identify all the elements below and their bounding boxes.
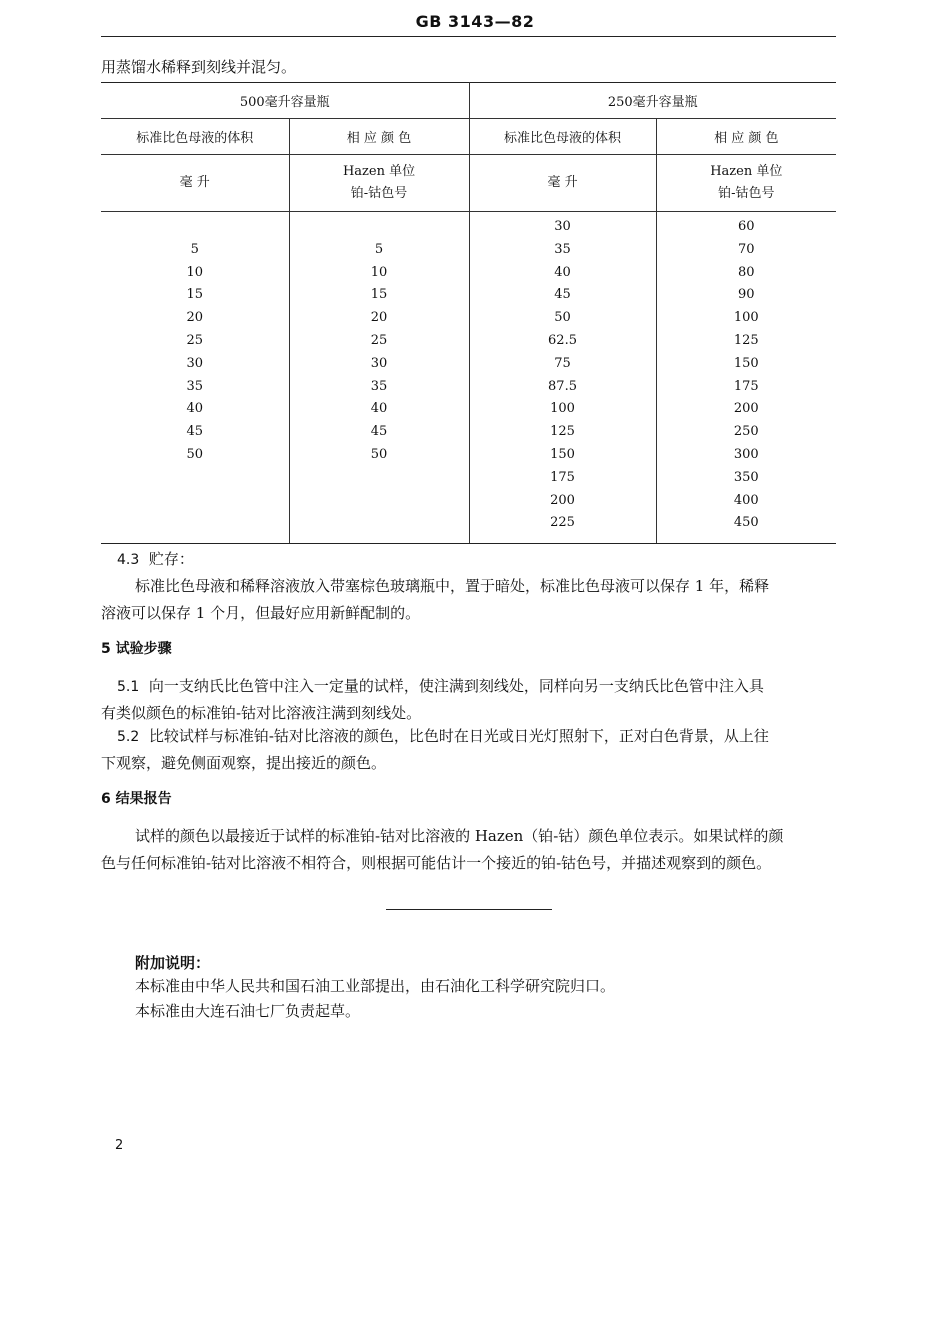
section-6-heading: 6 结果报告 <box>101 791 172 807</box>
table-cell: 62.5 <box>469 330 656 353</box>
table-cell: 35 <box>101 376 289 399</box>
section-title: 贮存： <box>148 550 194 568</box>
table-cell: 40 <box>289 398 469 421</box>
section-number: 4.3 <box>117 552 140 568</box>
section-4-3-heading <box>117 546 194 574</box>
table-row <box>101 467 836 490</box>
table-row <box>101 376 836 399</box>
table-row <box>101 307 836 330</box>
unit-ml: 毫 升 <box>101 155 289 212</box>
table-cell: 250 <box>656 421 836 444</box>
table-cell: 45 <box>289 421 469 444</box>
table-cell: 60 <box>656 212 836 239</box>
table-cell: 30 <box>469 212 656 239</box>
table-row <box>101 490 836 513</box>
section-5-2-line1 <box>117 723 769 751</box>
section-5-1-line1 <box>117 673 764 701</box>
table-row <box>101 353 836 376</box>
table-cell: 150 <box>469 444 656 467</box>
table-cell: 15 <box>289 284 469 307</box>
table-row <box>101 212 836 239</box>
table-cell: 45 <box>101 421 289 444</box>
note-line1: 本标准由中华人民共和国石油工业部提出，由石油化工科学研究院归口。 <box>135 977 616 995</box>
table-cell: 25 <box>101 330 289 353</box>
unit-ml: 毫 升 <box>469 155 656 212</box>
table-cell: 70 <box>656 239 836 262</box>
document-header: GB 3143—82 <box>415 12 535 31</box>
table-cell: 10 <box>101 262 289 285</box>
table-cell: 40 <box>469 262 656 285</box>
page-number: 2 <box>115 1138 124 1153</box>
table-cell: 200 <box>469 490 656 513</box>
table-cell: 80 <box>656 262 836 285</box>
table-cell: 50 <box>469 307 656 330</box>
table-cell: 300 <box>656 444 836 467</box>
section-6-line2: 色与任何标准铂-钴对比溶液不相符合，则根据可能估计一个接近的铂-钴色号，并描述观察到的颜色。 <box>101 854 772 872</box>
table-cell: 125 <box>656 330 836 353</box>
table-row <box>101 444 836 467</box>
table-cell: 30 <box>289 353 469 376</box>
table-cell: 5 <box>101 239 289 262</box>
header-rule <box>101 36 836 37</box>
section-5-heading: 5 试验步骤 <box>101 641 172 657</box>
intro-text: 用蒸馏水稀释到刻线并混匀。 <box>101 58 297 76</box>
table-row <box>101 330 836 353</box>
table-cell: 20 <box>101 307 289 330</box>
table-row <box>101 398 836 421</box>
table-cell: 100 <box>469 398 656 421</box>
table-cell: 87.5 <box>469 376 656 399</box>
table-row <box>101 512 836 543</box>
col-volume-header: 标准比色母液的体积 <box>469 119 656 155</box>
table-cell: 35 <box>289 376 469 399</box>
note-line2: 本标准由大连石油七厂负责起草。 <box>135 1002 361 1020</box>
table-cell <box>289 512 469 543</box>
table-cell <box>101 490 289 513</box>
standard-color-table <box>101 82 836 544</box>
table-cell <box>289 467 469 490</box>
table-cell: 90 <box>656 284 836 307</box>
unit-hazen <box>656 155 836 212</box>
section-5-1-line2: 有类似颜色的标准铂-钴对比溶液注满到刻线处。 <box>101 704 422 722</box>
unit-hazen-line2: 铂-钴色号 <box>350 186 408 201</box>
table-cell: 50 <box>101 444 289 467</box>
section-5-2-line2: 下观察，避免侧面观察，提出接近的颜色。 <box>101 754 387 772</box>
table-cell: 15 <box>101 284 289 307</box>
col-volume-header: 标准比色母液的体积 <box>101 119 289 155</box>
note-title: 附加说明： <box>135 954 211 972</box>
section-number: 5.1 <box>117 679 140 695</box>
table-cell: 125 <box>469 421 656 444</box>
table-row <box>101 262 836 285</box>
table-cell <box>101 512 289 543</box>
table-cell: 20 <box>289 307 469 330</box>
table-cell: 350 <box>656 467 836 490</box>
unit-hazen <box>289 155 469 212</box>
section-number: 5.2 <box>117 729 140 745</box>
table-cell: 35 <box>469 239 656 262</box>
col-color-header: 相 应 颜 色 <box>289 119 469 155</box>
table-cell: 200 <box>656 398 836 421</box>
table-cell: 400 <box>656 490 836 513</box>
table-cell: 100 <box>656 307 836 330</box>
table-cell: 150 <box>656 353 836 376</box>
separator-line <box>386 909 552 910</box>
table-cell: 175 <box>656 376 836 399</box>
table-cell: 30 <box>101 353 289 376</box>
table-cell: 75 <box>469 353 656 376</box>
table-cell: 5 <box>289 239 469 262</box>
col-color-header: 相 应 颜 色 <box>656 119 836 155</box>
group-500ml-header: 500毫升容量瓶 <box>101 83 469 119</box>
table-row <box>101 284 836 307</box>
table-cell: 10 <box>289 262 469 285</box>
table-cell <box>289 212 469 239</box>
unit-hazen-line1: Hazen 单位 <box>342 164 416 179</box>
unit-hazen-line1: Hazen 单位 <box>710 164 783 179</box>
table-cell: 450 <box>656 512 836 543</box>
paragraph-text: 比较试样与标准铂-钴对比溶液的颜色，比色时在日光或日光灯照射下，正对白色背景，从上往 <box>148 727 769 745</box>
table-cell <box>289 490 469 513</box>
table-row <box>101 421 836 444</box>
section-4-3-line2: 溶液可以保存 1 个月，但最好应用新鲜配制的。 <box>101 604 421 622</box>
group-250ml-header: 250毫升容量瓶 <box>469 83 836 119</box>
table-cell: 175 <box>469 467 656 490</box>
table-cell: 40 <box>101 398 289 421</box>
table-cell: 45 <box>469 284 656 307</box>
table-cell: 225 <box>469 512 656 543</box>
table-cell <box>101 467 289 490</box>
table-cell <box>101 212 289 239</box>
unit-hazen-line2: 铂-钴色号 <box>718 186 775 201</box>
paragraph-text: 向一支纳氏比色管中注入一定量的试样，使注满到刻线处，同样向另一支纳氏比色管中注入具 <box>148 677 764 695</box>
table-row <box>101 239 836 262</box>
table-cell: 25 <box>289 330 469 353</box>
table-cell: 50 <box>289 444 469 467</box>
section-6-line1: 试样的颜色以最接近于试样的标准铂-钴对比溶液的 Hazen（铂-钴）颜色单位表示。如果试样的颜 <box>135 827 784 845</box>
section-4-3-line1: 标准比色母液和稀释溶液放入带塞棕色玻璃瓶中，置于暗处，标准比色母液可以保存 1 年，稀释 <box>135 577 770 595</box>
